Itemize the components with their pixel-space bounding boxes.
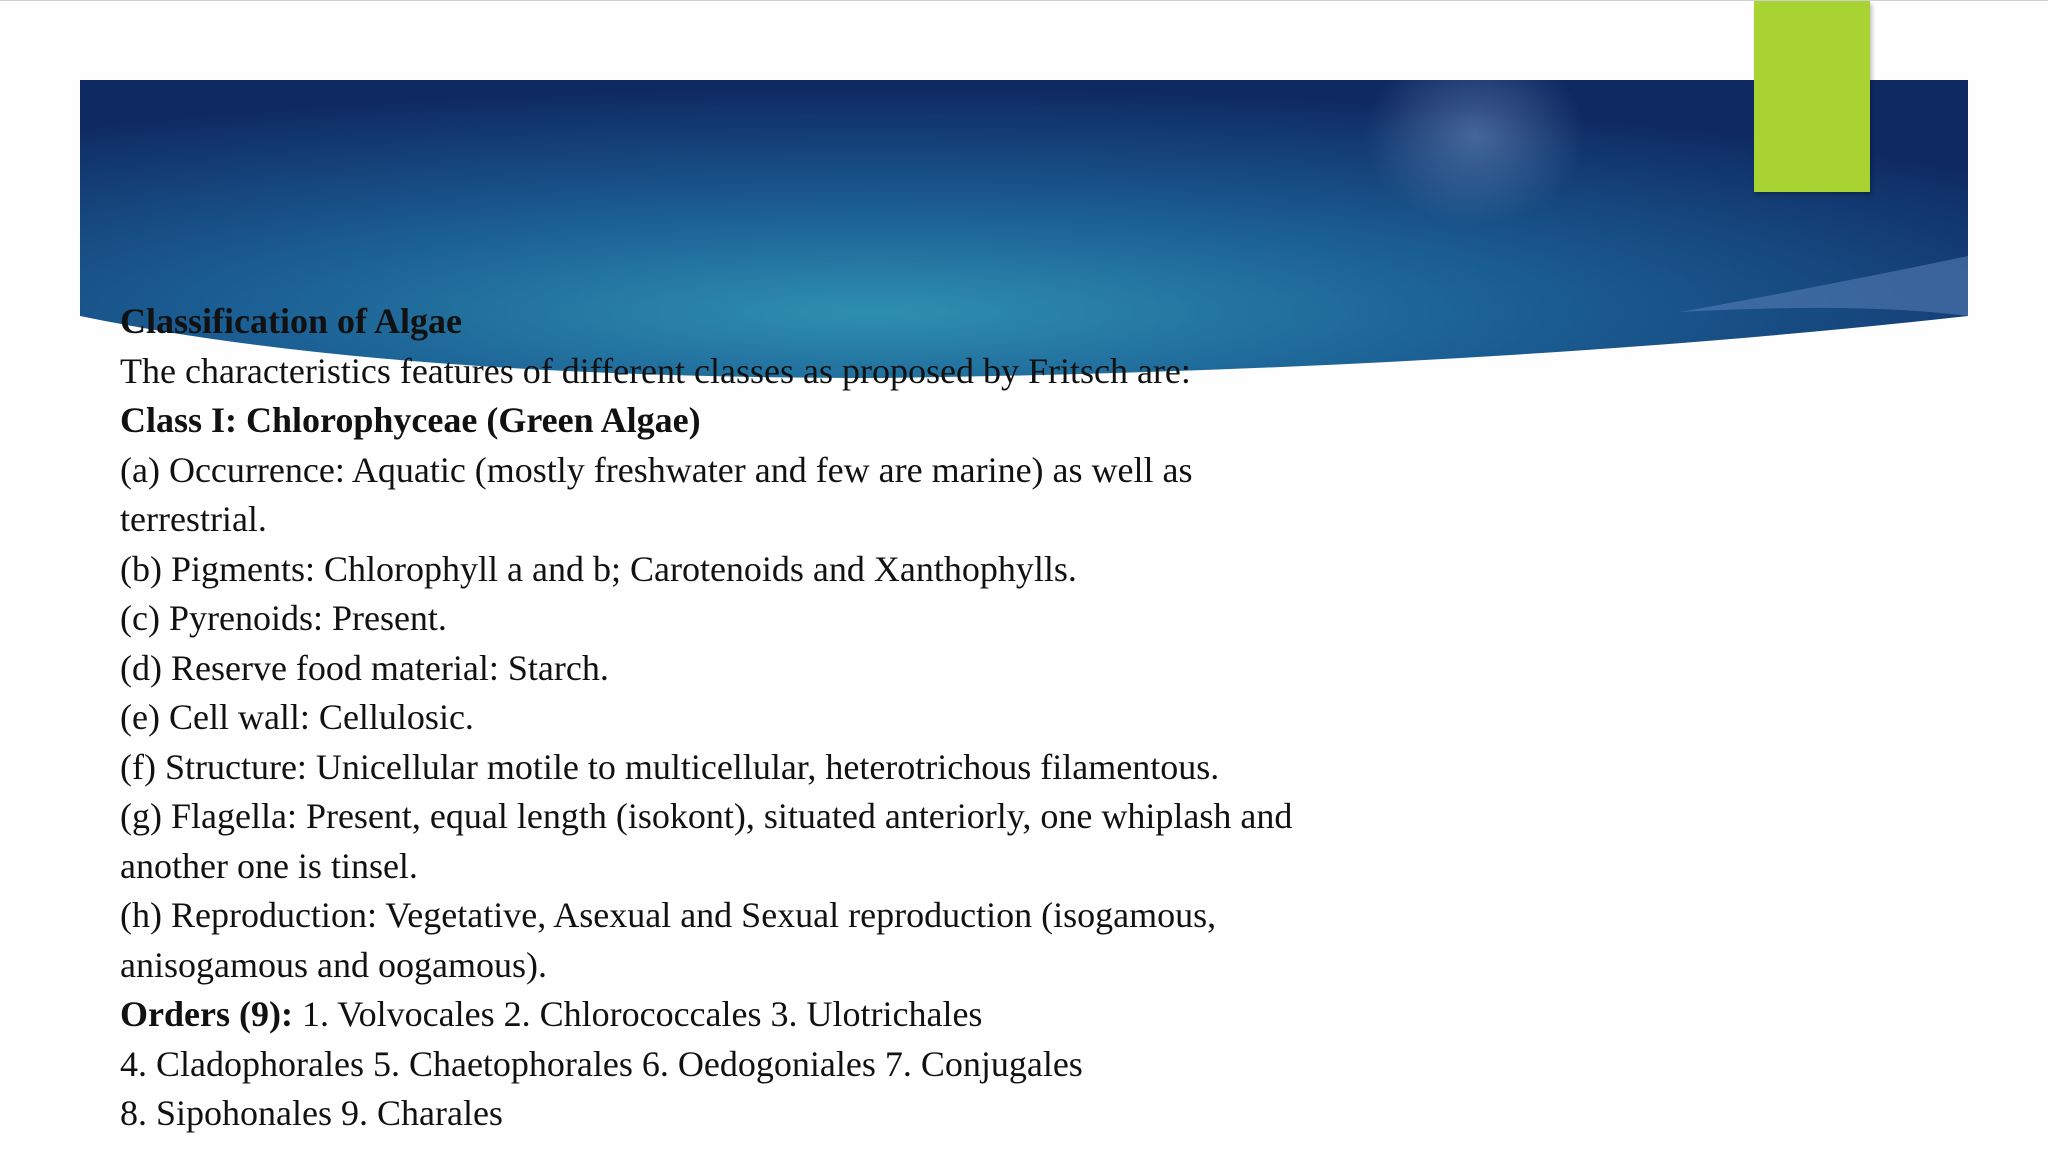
orders-line: 8. Sipohonales 9. Charales — [120, 1093, 503, 1133]
list-item: (c) Pyrenoids: Present. — [120, 598, 447, 638]
slide-title: Classification of Algae — [120, 301, 462, 341]
list-item: another one is tinsel. — [120, 845, 418, 886]
slide-body — [120, 297, 1420, 1139]
orders-line — [120, 990, 1420, 1040]
orders-label: Orders (9): — [120, 994, 293, 1034]
list-item: (e) Cell wall: Cellulosic. — [120, 697, 474, 737]
list-item: (d) Reserve food material: Starch. — [120, 647, 609, 688]
list-item: anisogamous and oogamous). — [120, 944, 547, 985]
list-item: (a) Occurrence: Aquatic (mostly freshwater and few are marine) as well as — [120, 449, 1193, 490]
orders-text: 1. Volvocales 2. Chlorococcales 3. Ulotrichales — [292, 994, 983, 1034]
list-item: (b) Pigments: Chlorophyll a and b; Carotenoids and Xanthophylls. — [120, 548, 1077, 589]
accent-tab — [1754, 1, 1870, 192]
orders-line: 4. Cladophorales 5. Chaetophorales 6. Oedogoniales 7. Conjugales — [120, 1043, 1083, 1084]
list-item: (g) Flagella: Present, equal length (isokont), situated anteriorly, one whiplash and — [120, 796, 1293, 836]
intro-text: The characteristics features of different classes as proposed by Fritsch are: — [120, 350, 1191, 391]
class-heading: Class I: Chlorophyceae (Green Algae) — [120, 400, 701, 440]
list-item: (h) Reproduction: Vegetative, Asexual and Sexual reproduction (isogamous, — [120, 895, 1217, 935]
list-item: terrestrial. — [120, 499, 267, 539]
list-item: (f) Structure: Unicellular motile to multicellular, heterotrichous filamentous. — [120, 746, 1220, 787]
